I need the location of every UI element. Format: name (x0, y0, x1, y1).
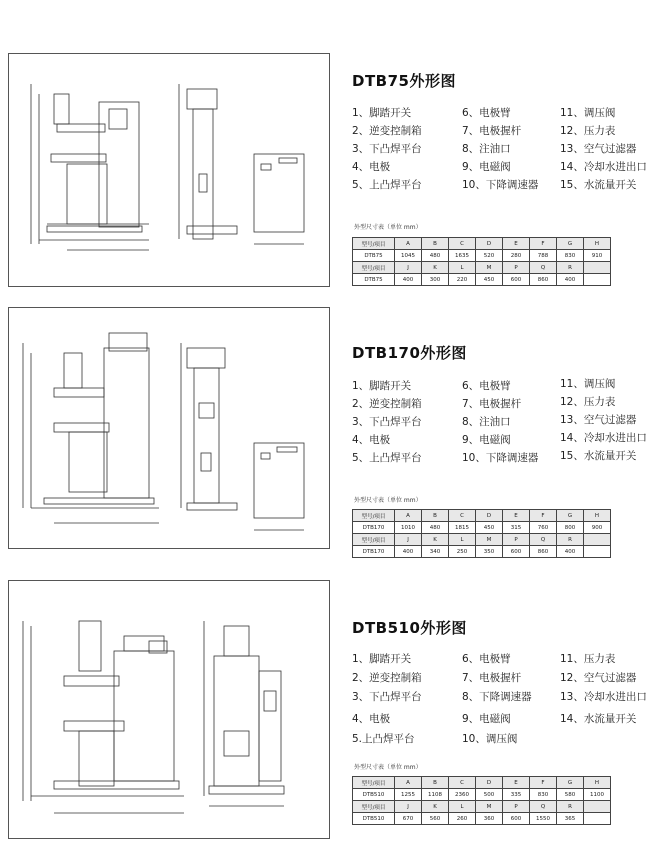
table-cell: 480 (422, 250, 449, 262)
part-item: 8、注油口 (462, 416, 511, 428)
table-cell: 860 (530, 546, 557, 558)
part-item: 14、冷却水进出口 (560, 432, 647, 444)
table-cell (584, 534, 611, 546)
part-item: 9、电磁阀 (462, 434, 511, 446)
table-cell: B (422, 777, 449, 789)
table-cell: DTB170 (353, 546, 395, 558)
table-cell: 260 (449, 813, 476, 825)
part-item: 2、逆变控制箱 (352, 398, 422, 410)
table-cell: L (449, 262, 476, 274)
part-item: 13、空气过滤器 (560, 414, 637, 426)
part-item: 7、电极握杆 (462, 672, 522, 684)
table-cell: B (422, 510, 449, 522)
part-item: 2、逆变控制箱 (352, 672, 422, 684)
table-cell: 580 (557, 789, 584, 801)
table-cell: 1100 (584, 789, 611, 801)
table-cell: 830 (530, 789, 557, 801)
table-cell: K (422, 801, 449, 813)
table-header-row (353, 801, 611, 813)
table-cell: 250 (449, 546, 476, 558)
part-item: 10、下降调速器 (462, 179, 539, 191)
table-cell: 400 (557, 274, 584, 286)
part-item: 12、空气过滤器 (560, 672, 637, 684)
table-cell: Q (530, 534, 557, 546)
table-cell: 670 (395, 813, 422, 825)
part-item: 14、冷却水进出口 (560, 161, 647, 173)
model-title: DTB170外形图 (352, 344, 467, 362)
part-item: 6、电极臂 (462, 107, 511, 119)
table-cell: 280 (503, 250, 530, 262)
table-header-row (353, 510, 611, 522)
table-cell: 520 (476, 250, 503, 262)
parts-list (352, 105, 657, 200)
part-item: 8、下降调速器 (462, 691, 532, 703)
table-cell: D (476, 777, 503, 789)
section-dtb170 (0, 290, 660, 565)
table-cell: C (449, 510, 476, 522)
table-row (353, 789, 611, 801)
table-cell: C (449, 238, 476, 250)
table-header-row (353, 262, 611, 274)
model-title: DTB75外形图 (352, 72, 456, 90)
part-item: 3、下凸焊平台 (352, 416, 422, 428)
part-item: 6、电极臂 (462, 653, 511, 665)
table-row (353, 522, 611, 534)
table-cell: F (530, 510, 557, 522)
table-cell: DTB75 (353, 250, 395, 262)
table-cell: 600 (503, 813, 530, 825)
table-cell: G (557, 510, 584, 522)
table-cell: 830 (557, 250, 584, 262)
table-cell: P (503, 534, 530, 546)
parts-list (352, 651, 657, 746)
table-cell: H (584, 777, 611, 789)
part-item: 6、电极臂 (462, 380, 511, 392)
model-title: DTB510外形图 (352, 619, 467, 637)
machine-drawing-dtb510 (9, 581, 329, 838)
table-cell: D (476, 510, 503, 522)
table-cell: 365 (557, 813, 584, 825)
table-cell: A (395, 510, 422, 522)
part-item: 11、调压阀 (560, 107, 616, 119)
part-item: 4、电极 (352, 161, 391, 173)
table-cell: H (584, 238, 611, 250)
part-item: 2、逆变控制箱 (352, 125, 422, 137)
table-cell: 760 (530, 522, 557, 534)
table-cell: 910 (584, 250, 611, 262)
table-cell (584, 262, 611, 274)
table-cell: 型号/项目 (353, 238, 395, 250)
table-header-row (353, 534, 611, 546)
dimension-table-title: 外型尺寸表（单位 mm） (354, 497, 422, 504)
table-cell: 1010 (395, 522, 422, 534)
table-cell: 560 (422, 813, 449, 825)
table-cell: P (503, 801, 530, 813)
table-cell: A (395, 238, 422, 250)
table-cell: G (557, 777, 584, 789)
part-item: 11、压力表 (560, 653, 616, 665)
table-cell: 900 (584, 522, 611, 534)
part-item: 11、调压阀 (560, 378, 616, 390)
table-row (353, 546, 611, 558)
table-cell: 400 (395, 546, 422, 558)
part-item: 10、下降调速器 (462, 452, 539, 464)
part-item: 1、脚踏开关 (352, 653, 412, 665)
table-cell: P (503, 262, 530, 274)
table-cell: 788 (530, 250, 557, 262)
table-cell: M (476, 262, 503, 274)
table-cell: Q (530, 801, 557, 813)
table-cell: 1045 (395, 250, 422, 262)
table-cell: 型号/项目 (353, 534, 395, 546)
table-header-row (353, 777, 611, 789)
part-item: 12、压力表 (560, 396, 616, 408)
table-cell (584, 546, 611, 558)
table-cell: M (476, 534, 503, 546)
table-cell: 335 (503, 789, 530, 801)
table-cell: 1255 (395, 789, 422, 801)
table-cell: 型号/项目 (353, 510, 395, 522)
table-cell: 1108 (422, 789, 449, 801)
table-cell: D (476, 238, 503, 250)
table-cell: 220 (449, 274, 476, 286)
dimension-table-title: 外型尺寸表（单位 mm） (354, 764, 422, 771)
table-cell (584, 274, 611, 286)
table-cell: DTB170 (353, 522, 395, 534)
table-cell: 450 (476, 274, 503, 286)
part-item: 1、脚踏开关 (352, 380, 412, 392)
part-item: 5.上凸焊平台 (352, 733, 415, 745)
table-cell: K (422, 534, 449, 546)
table-cell: 600 (503, 274, 530, 286)
table-cell: 1550 (530, 813, 557, 825)
table-cell: B (422, 238, 449, 250)
part-item: 3、下凸焊平台 (352, 143, 422, 155)
part-item: 8、注油口 (462, 143, 511, 155)
table-cell (584, 801, 611, 813)
table-cell: R (557, 262, 584, 274)
section-dtb75 (0, 0, 660, 290)
part-item: 4、电极 (352, 434, 391, 446)
table-cell: G (557, 238, 584, 250)
table-cell: E (503, 510, 530, 522)
table-cell: 360 (476, 813, 503, 825)
table-cell: L (449, 534, 476, 546)
table-cell: M (476, 801, 503, 813)
table-cell: 600 (503, 546, 530, 558)
table-cell: C (449, 777, 476, 789)
table-cell: DTB510 (353, 813, 395, 825)
dimension-table (352, 509, 611, 558)
table-cell: 型号/项目 (353, 777, 395, 789)
part-item: 13、空气过滤器 (560, 143, 637, 155)
dimension-table (352, 776, 611, 825)
table-cell (584, 813, 611, 825)
table-header-row (353, 238, 611, 250)
table-cell: 1635 (449, 250, 476, 262)
table-cell: E (503, 777, 530, 789)
parts-list (352, 378, 657, 473)
part-item: 14、水流量开关 (560, 713, 637, 725)
table-cell: 315 (503, 522, 530, 534)
dimension-table (352, 237, 611, 286)
part-item: 7、电极握杆 (462, 125, 522, 137)
drawing-frame-dtb510 (8, 580, 330, 839)
part-item: 9、电磁阀 (462, 713, 511, 725)
part-item: 5、上凸焊平台 (352, 452, 422, 464)
table-cell: 800 (557, 522, 584, 534)
table-cell: 860 (530, 274, 557, 286)
table-row (353, 250, 611, 262)
part-item: 4、电极 (352, 713, 391, 725)
table-cell: F (530, 777, 557, 789)
table-cell: L (449, 801, 476, 813)
table-cell: 350 (476, 546, 503, 558)
part-item: 9、电磁阀 (462, 161, 511, 173)
table-cell: H (584, 510, 611, 522)
table-cell: 1815 (449, 522, 476, 534)
table-cell: R (557, 534, 584, 546)
part-item: 13、冷却水进出口 (560, 691, 647, 703)
table-cell: A (395, 777, 422, 789)
table-cell: Q (530, 262, 557, 274)
table-cell: E (503, 238, 530, 250)
machine-drawing-dtb75 (9, 54, 329, 286)
section-dtb510 (0, 565, 660, 857)
table-cell: 300 (422, 274, 449, 286)
part-item: 10、调压阀 (462, 733, 518, 745)
table-cell: 型号/项目 (353, 262, 395, 274)
table-cell: R (557, 801, 584, 813)
table-cell: 480 (422, 522, 449, 534)
table-cell: 340 (422, 546, 449, 558)
table-cell: J (395, 801, 422, 813)
drawing-frame-dtb75 (8, 53, 330, 287)
part-item: 12、压力表 (560, 125, 616, 137)
table-cell: F (530, 238, 557, 250)
table-cell: 400 (557, 546, 584, 558)
part-item: 3、下凸焊平台 (352, 691, 422, 703)
part-item: 5、上凸焊平台 (352, 179, 422, 191)
table-cell: DTB510 (353, 789, 395, 801)
table-cell: DTB75 (353, 274, 395, 286)
part-item: 1、脚踏开关 (352, 107, 412, 119)
table-cell: 500 (476, 789, 503, 801)
table-cell: J (395, 262, 422, 274)
part-item: 15、水流量开关 (560, 179, 637, 191)
part-item: 7、电极握杆 (462, 398, 522, 410)
table-cell: 450 (476, 522, 503, 534)
table-cell: 型号/项目 (353, 801, 395, 813)
table-cell: J (395, 534, 422, 546)
table-cell: K (422, 262, 449, 274)
dimension-table-title: 外型尺寸表（单位 mm） (354, 224, 422, 231)
table-row (353, 274, 611, 286)
table-cell: 400 (395, 274, 422, 286)
drawing-frame-dtb170 (8, 307, 330, 549)
machine-drawing-dtb170 (9, 308, 329, 548)
table-cell: 2360 (449, 789, 476, 801)
table-row (353, 813, 611, 825)
part-item: 15、水流量开关 (560, 450, 637, 462)
